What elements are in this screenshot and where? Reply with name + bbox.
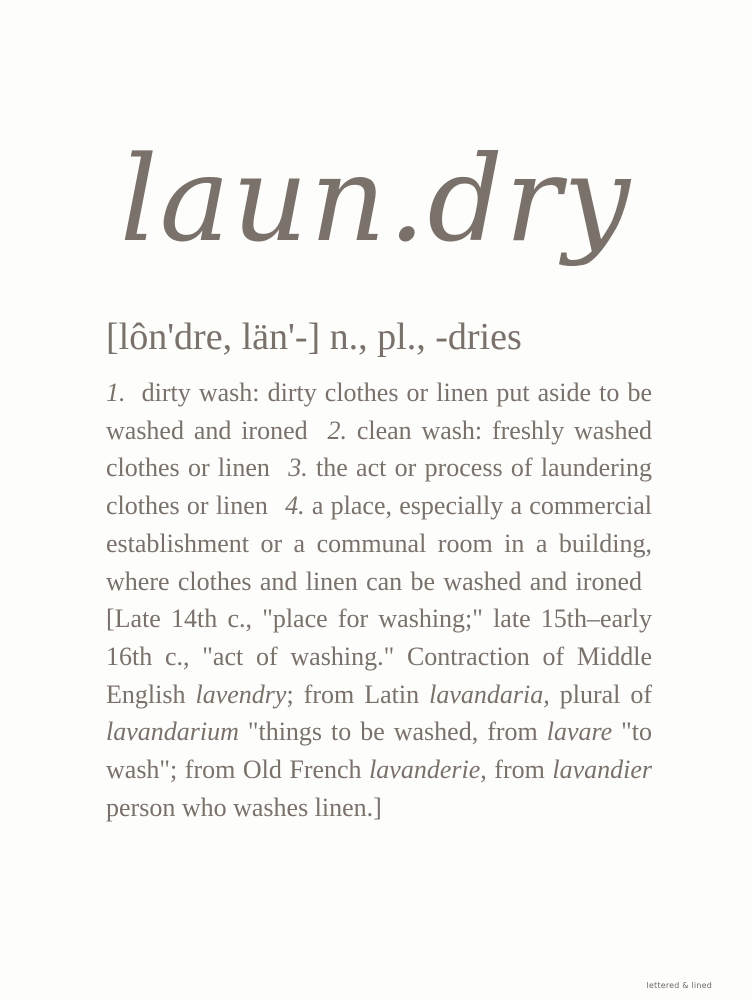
sense-number: 4. xyxy=(285,491,305,521)
etymology-text: from xyxy=(494,755,545,785)
definition-body xyxy=(106,374,652,826)
etymology-word: lavendry xyxy=(195,679,287,709)
sense-text: clean wash: freshly washed clothes or linen xyxy=(106,415,653,483)
artist-signature: lettered & lined xyxy=(646,981,712,990)
etymology-word: lavandarium xyxy=(106,717,239,747)
pronunciation: [lôn'dre, län'-] n., pl., -dries xyxy=(106,316,522,358)
sense-number: 3. xyxy=(288,453,308,483)
sense-number: 1. xyxy=(106,378,126,407)
etymology-text: ; from Latin xyxy=(286,679,420,709)
etymology-word: lavandier xyxy=(552,755,652,785)
sense-text: dirty wash: dirty clothes or linen put aside to be washed and ironed xyxy=(106,378,652,445)
title-script xyxy=(0,130,752,320)
etymology-text: person who washes linen.] xyxy=(106,792,382,822)
sense-text: a place, especially a commercial establishment or a communal room in a building, where clothes and linen can be washed and ironed xyxy=(106,491,652,596)
etymology-text: "to wash"; from Old French xyxy=(106,717,653,785)
etymology-word: lavandaria, xyxy=(429,679,550,709)
etymology-word: lavare xyxy=(546,717,613,747)
etymology-text: plural of xyxy=(559,679,653,709)
sense-text: the act or process of laundering clothes or linen xyxy=(106,453,653,521)
etymology-text: "things to be washed, from xyxy=(247,717,538,747)
etymology-word: lavanderie, xyxy=(369,755,487,785)
title-word: laun.dry xyxy=(119,130,633,268)
etymology-text: [Late 14th c., "place for washing;" late 15th–early 16th c., "act of washing." Contraction of Middle English xyxy=(106,604,652,709)
sense-number: 2. xyxy=(327,415,347,445)
